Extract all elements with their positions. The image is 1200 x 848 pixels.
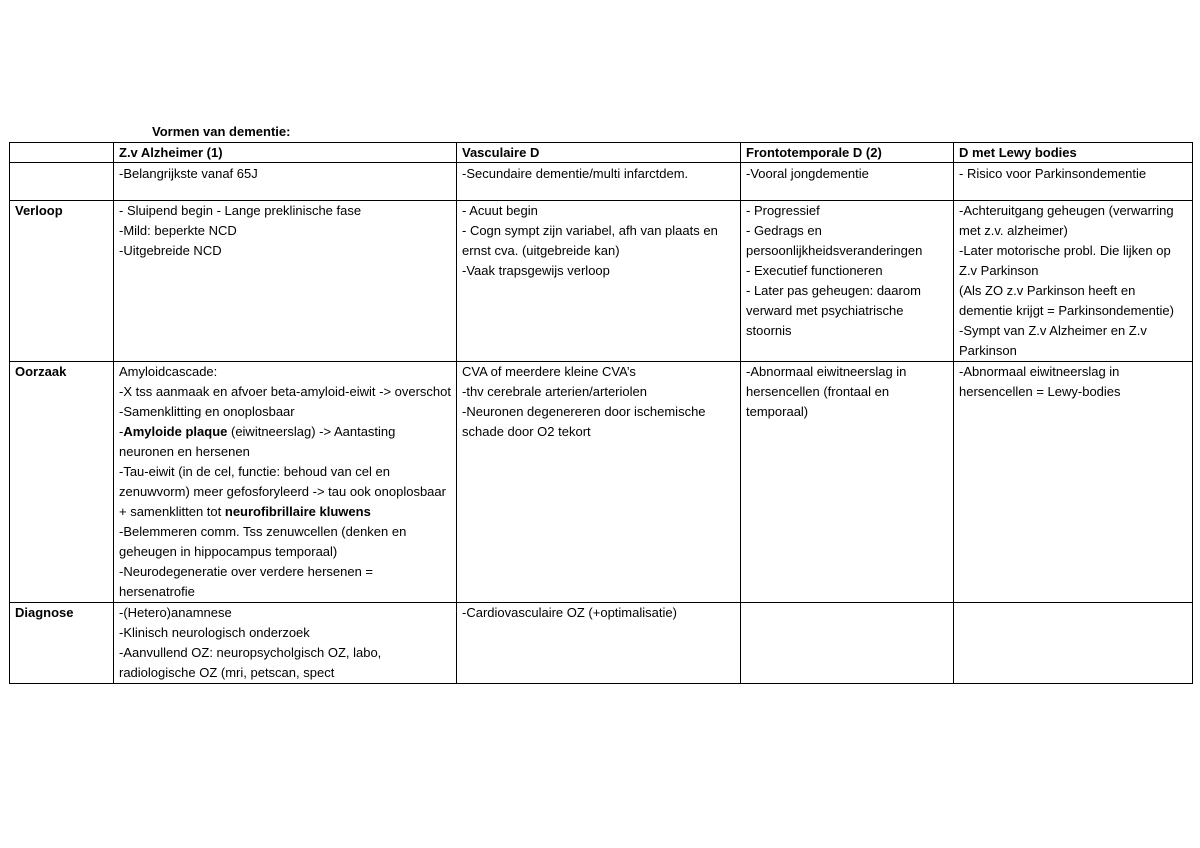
cell-line: -Sympt van Z.v Alzheimer en Z.v Parkinson	[959, 323, 1147, 358]
row-label	[10, 163, 114, 201]
bold-term: neurofibrillaire kluwens	[224, 504, 371, 519]
table-row	[10, 603, 1193, 684]
cell-line: -Cardiovasculaire OZ (+optimalisatie)	[462, 605, 677, 620]
row-label-oorzaak: Oorzaak	[10, 362, 114, 603]
cell-frontotemporaal	[741, 201, 954, 362]
cell-line: - Cogn sympt zijn variabel, afh van plaats en ernst cva. (uitgebreide kan)	[462, 223, 718, 258]
cell-line: - Risico voor Parkinsondementie	[959, 166, 1147, 181]
cell-line: -Later motorische probl. Die lijken op Z.v Parkinson	[959, 243, 1171, 278]
cell-alzheimer	[114, 163, 457, 201]
cell-line: -Abnormaal eiwitneerslag in hersencellen = Lewy-bodies	[959, 364, 1121, 399]
cell-line: -Uitgebreide NCD	[119, 243, 222, 258]
cell-line: - Progressief	[746, 203, 820, 218]
row-label-verloop: Verloop	[10, 201, 114, 362]
cell-line-rich: -Amyloide plaque (eiwitneerslag) -> Aantasting neuronen en hersenen	[119, 424, 396, 459]
cell-line: -Secundaire dementie/multi infarctdem.	[462, 166, 689, 181]
cell-lewy-bodies	[954, 201, 1193, 362]
cell-alzheimer	[114, 362, 457, 603]
cell-vasculair	[457, 603, 741, 684]
bold-term: Amyloide plaque	[123, 424, 228, 439]
cell-line: - Acuut begin	[462, 203, 538, 218]
cell-line: -Abnormaal eiwitneerslag in hersencellen (frontaal en temporaal)	[746, 364, 907, 419]
cell-vasculair	[457, 201, 741, 362]
cell-frontotemporaal	[741, 603, 954, 684]
cell-line: - Gedrags en persoonlijkheidsveranderingen	[746, 223, 923, 258]
cell-line: -Neuronen degenereren door ischemische schade door O2 tekort	[462, 404, 706, 439]
header-cell-empty	[10, 143, 114, 163]
cell-line: -Neurodegeneratie over verdere hersenen = hersenatrofie	[119, 564, 374, 599]
cell-alzheimer	[114, 201, 457, 362]
dementia-table	[9, 142, 1193, 684]
cell-line: -Mild: beperkte NCD	[119, 223, 237, 238]
cell-lewy-bodies	[954, 163, 1193, 201]
cell-line: -Samenklitting en onoplosbaar	[119, 404, 295, 419]
header-vasculair: Vasculaire D	[457, 143, 741, 163]
cell-line: (Als ZO z.v Parkinson heeft en dementie krijgt = Parkinsondementie)	[959, 283, 1174, 318]
header-alzheimer: Z.v Alzheimer (1)	[114, 143, 457, 163]
cell-line: -Aanvullend OZ: neuropsycholgisch OZ, labo, radiologische OZ (mri, petscan, spect	[119, 645, 382, 680]
cell-frontotemporaal	[741, 362, 954, 603]
cell-line: -Belangrijkste vanaf 65J	[119, 166, 258, 181]
cell-line: -Belemmeren comm. Tss zenuwcellen (denken en geheugen in hippocampus temporaal)	[119, 524, 407, 559]
cell-lewy-bodies	[954, 603, 1193, 684]
cell-line: -Klinisch neurologisch onderzoek	[119, 625, 310, 640]
cell-alzheimer	[114, 603, 457, 684]
header-row	[10, 143, 1193, 163]
cell-line: -X tss aanmaak en afvoer beta-amyloid-eiwit -> overschot	[119, 384, 452, 399]
cell-line: -thv cerebrale arterien/arteriolen	[462, 384, 647, 399]
cell-line-rich: -Tau-eiwit (in de cel, functie: behoud van cel en zenuwvorm) meer gefosforyleerd -> tau ook onoplosbaar + samenklitten tot neurofibrillaire kluwens	[119, 464, 446, 519]
table-row	[10, 201, 1193, 362]
header-lewy-bodies: D met Lewy bodies	[954, 143, 1193, 163]
cell-vasculair	[457, 362, 741, 603]
row-label-diagnose: Diagnose	[10, 603, 114, 684]
cell-frontotemporaal	[741, 163, 954, 201]
cell-line: - Sluipend begin - Lange preklinische fase	[119, 203, 362, 218]
cell-lewy-bodies	[954, 362, 1193, 603]
table-row	[10, 163, 1193, 201]
cell-line: -Vooral jongdementie	[746, 166, 869, 181]
cell-line: CVA of meerdere kleine CVA’s	[462, 364, 636, 379]
table-row	[10, 362, 1193, 603]
header-frontotemporaal: Frontotemporale D (2)	[741, 143, 954, 163]
cell-line: - Executief functioneren	[746, 263, 883, 278]
cell-vasculair	[457, 163, 741, 201]
cell-line: -Vaak trapsgewijs verloop	[462, 263, 610, 278]
cell-line: -Achteruitgang geheugen (verwarring met z.v. alzheimer)	[959, 203, 1174, 238]
cell-line: - Later pas geheugen: daarom verward met psychiatrische stoornis	[746, 283, 921, 338]
cell-line: -(Hetero)anamnese	[119, 605, 232, 620]
cell-line: Amyloidcascade:	[119, 364, 218, 379]
document-title: Vormen van dementie:	[152, 124, 291, 139]
